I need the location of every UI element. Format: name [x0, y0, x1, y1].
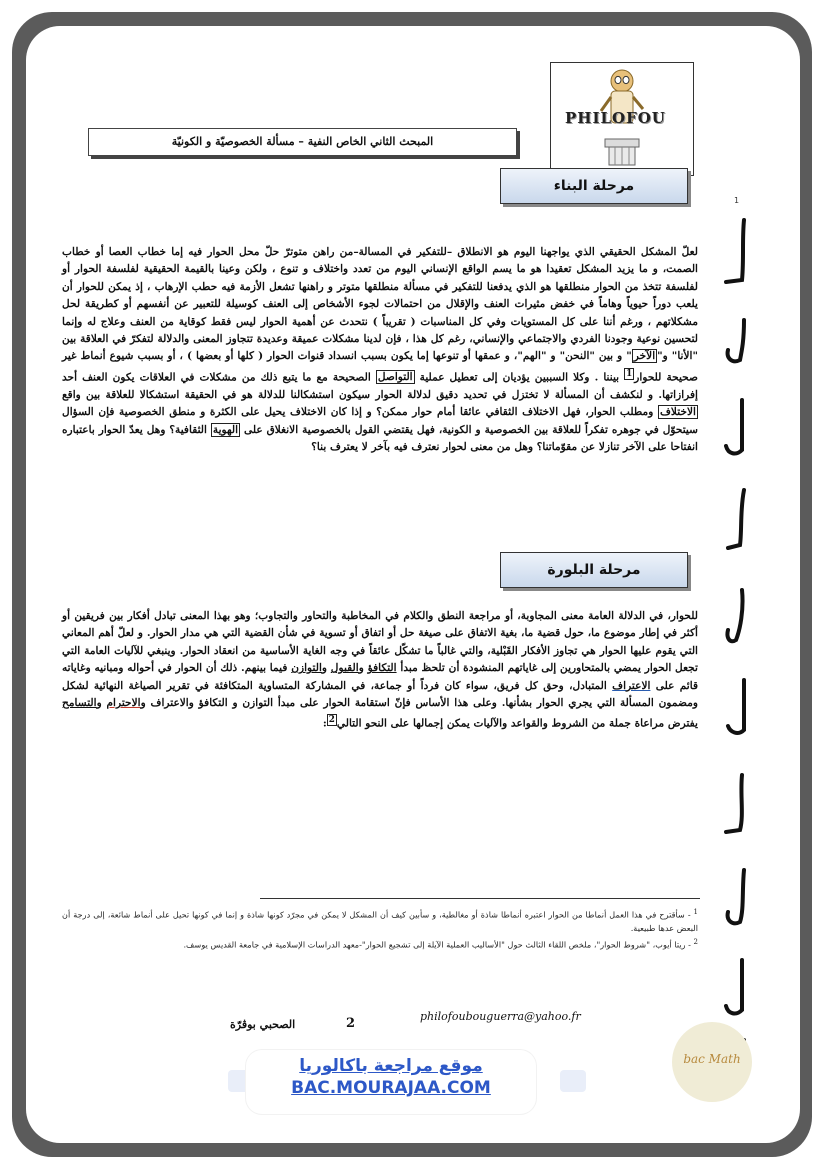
- footnote-ref-1: 1: [626, 368, 633, 379]
- section-title-construction: مرحلة البناء: [500, 168, 688, 204]
- section-title-crystallization: مرحلة البلورة: [500, 552, 688, 588]
- decorative-margin-calligraphy: [714, 200, 754, 1080]
- subject-line: المبحث الثاني الخاص النفية – مسألة الخصوصيّة و الكونيّة: [88, 128, 517, 156]
- footnote-2: 2 - ريتا أيوب، "شروط الحوار"، ملخص اللقاء الثالث حول "الأساليب العملية الآيلة إلى تشجيع الحوار"-معهد الدراسات الإسلامية في جامعة القديس يوسف.: [183, 937, 698, 950]
- site-logo-right-icon: [560, 1070, 586, 1092]
- footer-author: الصحبي بوڤرّة: [230, 1018, 296, 1031]
- footer-email: philofoubouguerra@yahoo.fr: [420, 1010, 581, 1023]
- philofou-logo: [550, 62, 694, 176]
- paragraph-construction: لعلّ المشكل الحقيقي الذي يواجهنا اليوم هو الانطلاق –للتفكير في المسالة–من راهن متوترّ حلّ محل الحوار فيه إما خطاب العصا أو خطاب الصمت، و ما يزيد المشكل تعقيدا هو ما يسم الواقع الإنساني اليوم من تعدد واختلاف و تنوع ، ولكن وعينا بالقيمة الحقيقية لفلسفة الحوار أو لفلسفة تتخذ من الحوار منطلقها هو الذي يدفعنا للتفكير في مسألة منطلقها متوتر و راهنها تشعل الأزمة فيه حطب الإرهاب ، إذ يمكن للحوار أن يلعب دوراً حيوياً وهاماً في خفض مثيرات العنف والإقلال من احتمالات لجوء الأشخاص إلى العنف كوسيلة للتعبير عن أنفسهم أو كطريقة لحل مشكلاتهم ، ورغم أننا على كل المستويات وفي كل المناسبات ( تقريباً ) نتحدث عن أهمية الحوار ليس فقط كوقاية من العنف وعلاج له وإنما لتحسين نوعية وجودنا الفردي والاجتماعي والإنساني، رغم كل هذا ، فإن لدينا مشكلات عميقة وعديدة تتجاوز المعنى والدلالة لتفكرّ في العلاقة بين "الأنا" و"الآخر" و بين "النحن" و "الهم"، و عمقها أو تنوعها إما يكون بسبب انسداد قنوات الحوار ( كلها أو بعضها ) ، أو بسبب شيوع أنماط غير صحيحة للحوار$^1$ بيننا . وكلا السببين يؤديان إلى تعطيل عملية التواصل الصحيحة مع ما يتبع ذلك من مشكلات في العلاقات يكون العنف أحد إفرازاتها. و لنكشف أن المسألة لا تختزل في تحديد دقيق لدلالة الحوار سيكون استشكالنا للدلالة هو في الحقيقة استشكالا للعلاقة بين واقع الاختلاف ومطلب الحوار، فهل الاختلاف الثقافي عائقا أمام حوار ممكن؟ و إذا كان الاختلاف يحيل على الكثرة و منطق الخصوصية فإن السؤال سيتحوّل في جوهره تفكراً للعلاقة بين الخصوصية و الكونية، فهل يقتضي القول بالخصوصية الانغلاق على الهوية الثقافية؟ وهل يعدّ الحوار باعتباره انفتاحا على الآخر تنازلا عن مقوّماتنا؟ وهل من معنى لحوار نعترف فيه بآخر لا يعترف بنا؟: [62, 246, 698, 453]
- logo-text: PHILOFOU: [565, 109, 666, 127]
- site-name-arabic[interactable]: موقع مراجعة باكالوريا: [299, 1056, 483, 1076]
- site-url-link[interactable]: BAC.MOURAJAA.COM: [291, 1078, 491, 1098]
- bac-math-badge-text: bac Math: [683, 1052, 741, 1066]
- margin-number: 1: [734, 196, 740, 205]
- footnote-ref-2: 2: [328, 715, 335, 726]
- footnote-separator: [260, 898, 700, 899]
- bac-math-badge: [672, 1022, 752, 1102]
- paragraph-crystallization: للحوار، في الدلالة العامة معنى المجاوبة، أو مراجعة النطق والكلام في المخاطبة والتحاور والتجاوب؛ وهو بهذا المعنى تبادل أفكار بين فريقين أو أكثر في إطار موضوع ما، حول قضية ما، بغية الاتفاق على صيغة حل أو اتفاق أو تسوية في شأن القضية التي هي مدار الحوار. و لعلّ أهم المعاني التي يقوم عليها الحوار هي تجاوز الأفكار القَبْلية، والتي غالباً ما تشكّل عائقاً في وجه الغاية الأساسية من انعقاد الحوار. وينبغي للآليات العامة التي تجعل الحوار يمضي بالمتحاورين إلى غاياتهم المنشودة أن تلحظ مبدأ التكافؤ والقبول والتوازن فيما بينهم. ذلك أن الحوار في أحواله ومبانيه وغاياته قائم على الاعتراف المتبادل، وحق كل فريق، سواء كان فرداً أو جماعة، في المشاركة المتساوية المتكافئة في تقرير الصياغة النهائية لشكل ومضمون المسألة التي يجري الحوار بشأنها. وعلى هذا الأساس فإنّ استقامة الحوار على مبدأ التوازن و التكافؤ والاعتراف والاحترام والتسامح يفترض مراعاة جملة من الشروط والقواعد والآليات يمكن إجمالها على النحو التالي$^2$:: [62, 610, 699, 730]
- footnote-1: 1 - سأقترح في هذا العمل أنماطا من الحوار اعتبره أنماطا شاذة أو مغالطية، و سأبين كيف أن المشكل لا يمكن في مجرّد كونها شاذة و إنما في كونها تحيل على أنماط شائعة، إلى درجة أن البعض عدها طبيعية.: [62, 908, 698, 934]
- footnotes: [62, 906, 698, 952]
- page-number: 2: [346, 1016, 356, 1031]
- site-watermark-banner[interactable]: [246, 1050, 536, 1114]
